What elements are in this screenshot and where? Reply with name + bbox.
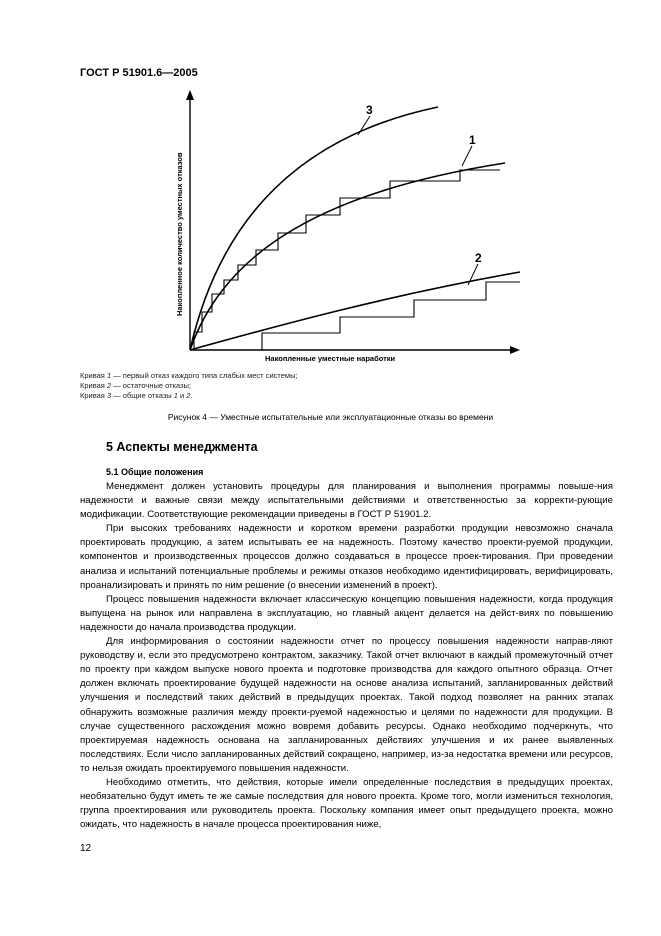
curve-2-leader xyxy=(468,264,478,285)
section-title: 5 Аспекты менеджмента xyxy=(106,440,258,454)
legend-item: Кривая 3 — общие отказы 1 и 2. xyxy=(80,391,193,400)
figure-caption: Рисунок 4 — Уместные испытательные или эксплуатационные отказы во времени xyxy=(167,412,494,422)
y-axis-label: Накопленное количество уместных отказов xyxy=(175,152,184,316)
legend-item: Кривая 1 — первый отказ каждого типа слабых мест системы; xyxy=(80,371,298,380)
curve-3-leader xyxy=(358,116,370,135)
reliability-growth-figure xyxy=(170,90,530,365)
curve-1-staircase xyxy=(190,170,500,350)
curve-2 xyxy=(190,272,520,350)
x-axis-arrow xyxy=(510,346,520,354)
paragraph: Процесс повышения надежности включает классическую концепцию повышения надежности, когда продукция выпущена на рынок или направлена в эксплуатацию, но главный акцент делается на дейст-виях по повышению надежности до начала производства продукции. xyxy=(80,593,613,633)
curve-3 xyxy=(190,107,438,350)
y-axis-arrow xyxy=(186,90,194,100)
paragraph: Необходимо отметить, что действия, которые имели определенные последствия в предыдущих проектах, необязательно будут иметь те же самые последствия для нового проекта. Кроме того, могли измениться технология, группа проектирования или руководитель проекта. Поскольку компания имеет опыт предыдущего проекта, можно ожидать, что надежность в начале процесса проектирования ниже, xyxy=(80,776,613,831)
subsection-title: 5.1 Общие положения xyxy=(106,467,204,477)
document-header: ГОСТ Р 51901.6—2005 xyxy=(80,67,198,79)
paragraph: Для информирования о состоянии надежности отчет по процессу повышения надежности направ-ляют руководству и, если это предусмотрено контрактом, заказчику. Такой отчет включают в каждый промежуточный отчет по проекту при каждом выпуске нового проекта и подготовке производства для каждого опытного образца. Отчет должен включать проектирование будущей надежности на основе анализа испытаний, запланированных действий улучшения и последствий таких действий в предыдущих проектах. Такой подход позволяет на ранних этапах обнаружить возможные различия между проекти-руемой надежностью и целями по надежности для продукции. В случае существенного расхождения можно вовремя добавить ресурсы. Однако необходимо подчеркнуть, что проектируемая надежность основана на запланированных действиях улучшения и их ранее выявленных последствиях. Если число запланированных действий сокращено, например, из-за недостатка времени или ресурсов, то нельзя ожидать проектируемого повышения надежности. xyxy=(80,636,613,774)
x-axis-label: Накопленные уместные наработки xyxy=(265,354,396,363)
curve-3-number: 3 xyxy=(366,103,373,117)
paragraph: Менеджмент должен установить процедуры для планирования и выполнения программы повыше-ния надежности и важные связи между испытательными действиями и ответственностью за корректи-рующие модификации. Соответствующие рекомендации приведены в ГОСТ Р 51901.2. xyxy=(80,481,613,521)
legend-item: Кривая 2 — остаточные отказы; xyxy=(80,381,192,390)
curve-1-number: 1 xyxy=(469,133,476,147)
body-text xyxy=(80,480,613,832)
curve-1 xyxy=(190,163,505,350)
curve-2-staircase xyxy=(190,282,520,350)
figure-legend xyxy=(80,371,298,401)
page-number: 12 xyxy=(80,843,92,854)
paragraph: При высоких требованиях надежности и коротком времени разработки продукции невозможно сначала проектировать продукцию, а затем испытывать ее на надежность. Поэтому качество проекти-руемой продукции, компонентов и производственных процессов должно создаваться в процессе проек-тирования. При проведении анализа и испытаний потенциальные проблемы и режимы отказов необходимо идентифицировать, верифицировать, проанализировать и принять по ним решение (о внесении изменений в проект). xyxy=(80,523,613,591)
curve-2-number: 2 xyxy=(475,251,482,265)
curve-1-leader xyxy=(462,146,472,166)
